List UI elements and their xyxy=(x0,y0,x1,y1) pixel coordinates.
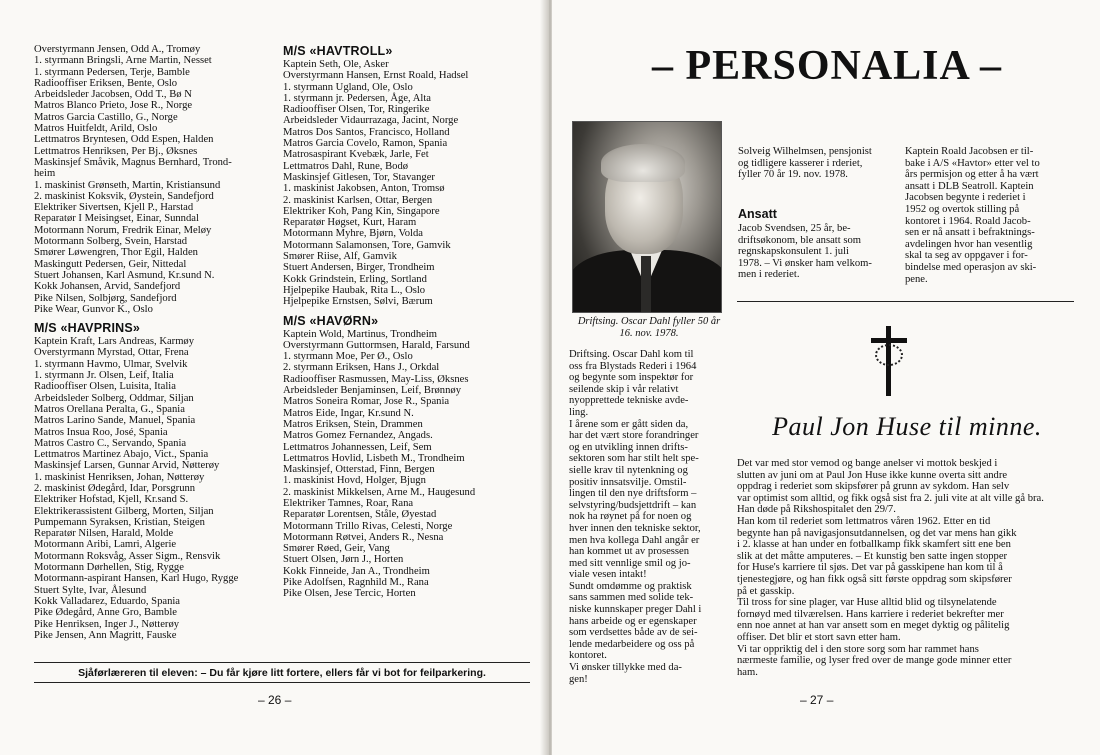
article-line: gen! xyxy=(569,673,588,685)
article-line: selvstyring/budsjettdrift – kan xyxy=(569,499,697,511)
article-line: sielle krav til nytenkning og xyxy=(569,464,688,476)
memorial-line: begynte han på navigasjonsutdannelsen, og det var mens han gikk xyxy=(737,527,1017,539)
crew-entry: Motormann Dørhellen, Stig, Rygge xyxy=(34,562,184,574)
crew-entry: Pike Wear, Gunvor K., Oslo xyxy=(34,303,153,315)
crew-entry: Matros Blanco Prieto, Jose R., Norge xyxy=(34,100,193,112)
crew-entry: Matros Soneira Romar, Jose R., Spania xyxy=(283,396,450,408)
crew-entry: Smører Røed, Geir, Vang xyxy=(283,543,390,555)
memorial-line: Det var med stor vemod og bange anelser vi mottok beskjed i xyxy=(737,458,998,469)
havprins-heading: M/S «HAVPRINS» xyxy=(34,321,141,336)
crew-entry: Radiooffiser Eriksen, Bente, Oslo xyxy=(34,77,178,89)
article-line: hver innen den tekniske sektor, xyxy=(569,522,701,534)
article-line: han kommet ut av prosessen xyxy=(569,546,690,558)
crew-entry: Elektriker Tamnes, Roar, Rana xyxy=(283,497,414,509)
crew-entry: Reparatør Høgset, Kurt, Haram xyxy=(283,217,417,229)
crew-entry: Elektriker Hofstad, Kjell, Kr.sand S. xyxy=(34,494,189,506)
memorial-line: ham. xyxy=(737,666,758,678)
crew-entry: Kokk Valladarez, Eduardo, Spania xyxy=(34,595,181,607)
article-line: hans arbeide og er egenskaper xyxy=(569,615,697,627)
crew-entry: Stuert Sylte, Ivar, Ålesund xyxy=(34,584,147,596)
crew-entry: 2. maskinist Koksvik, Øystein, Sandefjord xyxy=(34,190,214,202)
memorial-line: Han døde på Rikshospitalet den 29/7. xyxy=(737,504,896,516)
crew-entry: Stuert Olsen, Jørn J., Horten xyxy=(283,554,404,566)
article-line: Driftsing. Oscar Dahl kom til xyxy=(569,349,694,360)
memorial-line: nærmeste familie, og lyser fred over de mange gode minner etter xyxy=(737,655,1012,667)
article-line: fyller 70 år 19. nov. 1978. xyxy=(738,169,848,181)
article-line: Solveig Wilhelmsen, pensjonist xyxy=(738,146,872,157)
crew-entry: Elektriker Koh, Pang Kin, Singapore xyxy=(283,205,440,217)
crew-entry: 1. styrmann Pedersen, Terje, Bamble xyxy=(34,66,190,78)
memorial-line: på et gasskip. xyxy=(737,585,795,597)
crew-entry: 2. maskinist Ødegård, Idar, Porsgrunn xyxy=(34,482,196,494)
crew-entry: Motormann Solberg, Svein, Harstad xyxy=(34,236,188,248)
crew-entry: Arbeidsleder Solberg, Oddmar, Siljan xyxy=(34,392,194,404)
crew-entry: Stuert Johansen, Karl Asmund, Kr.sund N. xyxy=(34,269,215,281)
crew-entry: 2. maskinist Mikkelsen, Arne M., Haugesund xyxy=(283,486,476,498)
article-line: som verdsettes både av de sei- xyxy=(569,627,698,639)
article-line: Kaptein Roald Jacobsen er til- xyxy=(905,146,1034,157)
crew-entry: Maskinsjef Gitlesen, Tor, Stavanger xyxy=(283,171,435,183)
article-line: sen er nå ansatt i befraktnings- xyxy=(905,227,1035,239)
crew-entry: Radiooffiser Olsen, Luisita, Italia xyxy=(34,381,176,393)
left-column-a xyxy=(34,44,274,641)
footer-divider-top xyxy=(34,662,530,663)
memorial-line: oppdrag i rederiet som skipsfører på grunn av sykdom. Han selv xyxy=(737,481,1010,493)
crew-entry: 1. maskinist Grønseth, Martin, Kristiansund xyxy=(34,179,221,191)
memorial-line: Vi tar oppriktig del i den store sorg som har rammet hans xyxy=(737,643,979,655)
memorial-line: Han kom til rederiet som lettmatros våren 1962. Etter en tid xyxy=(737,515,991,527)
crew-entry: Matros Eriksen, Stein, Drammen xyxy=(283,418,423,430)
article-line: sans sammen med solide tek- xyxy=(569,592,694,604)
article-line: driftsøkonom, ble ansatt som xyxy=(738,234,861,246)
memorial-body xyxy=(737,458,1072,678)
article-line: men i rederiet. xyxy=(738,269,800,281)
crew-entry: 1. maskinist Henriksen, Johan, Nøtterøy xyxy=(34,471,205,483)
photo-caption: Driftsing. Oscar Dahl fyller 50 år 16. nov. 1978. xyxy=(577,316,721,339)
article-line: pene. xyxy=(905,273,928,285)
crew-entry: heim xyxy=(34,168,56,180)
crew-entry: Maskingutt Pedersen, Geir, Nittedal xyxy=(34,258,187,270)
crew-entry: 1. styrmann Bringsli, Arne Martin, Nesset xyxy=(34,55,212,67)
crew-entry: Matros Castro C., Servando, Spania xyxy=(34,437,187,449)
crew-entry: Kokk Grindstein, Erling, Sortland xyxy=(283,273,427,285)
crew-entry: Reparatør Nilsen, Harald, Molde xyxy=(34,528,174,540)
crew-entry: 1. styrmann Jr. Olsen, Leif, Italia xyxy=(34,370,174,382)
memorial-line: enn noe annet at han var ansett som en meget dyktig og pålitelig xyxy=(737,620,1010,632)
crew-entry: Pike Jensen, Ann Magritt, Fauske xyxy=(34,629,177,641)
crew-entry: Arbeidsleder Benjaminsen, Leif, Brønnøy xyxy=(283,385,461,397)
page-title: – PERSONALIA – xyxy=(651,43,1003,89)
crew-entry: Motormann Norum, Fredrik Einar, Meløy xyxy=(34,224,212,236)
crew-entry: 1. styrmann jr. Pedersen, Åge, Alta xyxy=(283,92,431,104)
ansatt-heading: Ansatt xyxy=(738,207,777,221)
crew-entry: Hjelpepike Haubak, Rita L., Oslo xyxy=(283,284,426,296)
crew-entry: Matros Larino Sande, Manuel, Spania xyxy=(34,415,196,427)
crew-entry: Pike Adolfsen, Ragnhild M., Rana xyxy=(283,577,429,589)
memorial-title: Paul Jon Huse til minne. xyxy=(772,412,1042,441)
page-number-left: – 26 – xyxy=(258,693,292,707)
crew-entry: Matros Huitfeldt, Arild, Oslo xyxy=(34,123,158,135)
crew-entry: Maskinsjef Småvik, Magnus Bernhard, Trond- xyxy=(34,156,232,168)
crew-entry: Radiooffiser Olsen, Tor, Ringerike xyxy=(283,104,430,116)
havprins-crew-list xyxy=(34,336,274,641)
crew-entry: Motormann-aspirant Hansen, Karl Hugo, Rygge xyxy=(34,573,239,585)
right-page xyxy=(552,0,1100,755)
article-line: kontoret. xyxy=(569,650,607,662)
article-line: I årene som er gått siden da, xyxy=(569,418,689,430)
havtroll-heading: M/S «HAVTROLL» xyxy=(283,44,393,58)
article-line: har det vært store forandringer xyxy=(569,430,699,442)
article-line: oss fra Blystads Rederi i 1964 xyxy=(569,360,697,372)
memorial-line: slutten av juni om at Paul Jon Huse ikke kunne overta sitt andre xyxy=(737,469,1008,481)
crew-entry: Matros Garcia Castillo, G., Norge xyxy=(34,111,178,123)
crew-entry: Lettmatros Henriksen, Per Bj., Øksnes xyxy=(34,145,198,157)
crew-entry: Hjelpepike Ernstsen, Sølvi, Bærum xyxy=(283,296,433,308)
article-line: niske kunnskaper preger Dahl i xyxy=(569,604,702,616)
crew-entry: Radiooffiser Rasmussen, May-Liss, Øksnes xyxy=(283,373,469,385)
article-line: sektoren som har stilt helt spe- xyxy=(569,453,699,465)
crew-entry: Reparatør I Meisingset, Einar, Sunndal xyxy=(34,213,199,225)
crew-entry: Lettmatros Dahl, Rune, Bodø xyxy=(283,160,409,172)
article-line: regnskapskonsulent 1. juli xyxy=(738,246,849,258)
section-divider xyxy=(737,301,1074,302)
ansatt-notice xyxy=(738,223,888,281)
article-line: års permisjon og etter å ha vært xyxy=(905,169,1039,181)
crew-entry: 1. styrmann Havmo, Ulmar, Svelvik xyxy=(34,358,188,370)
crew-entry: Motormann Myhre, Bjørn, Volda xyxy=(283,228,423,240)
crew-entry: Matrosaspirant Kvebæk, Jarle, Fet xyxy=(283,149,429,161)
crew-entry: Pike Nilsen, Solbjørg, Sandefjord xyxy=(34,292,177,304)
crew-entry: Motormann Røtvei, Anders R., Nesna xyxy=(283,531,444,543)
memorial-line: slik at det måtte amputeres. – Et kunstig ben satte ingen stopper xyxy=(737,550,1008,562)
article-line: seilende skip i vår relativt xyxy=(569,383,679,395)
crew-entry: Matros Eide, Ingar, Kr.sund N. xyxy=(283,407,414,419)
crew-entry: 1. styrmann Moe, Per Ø., Oslo xyxy=(283,351,413,363)
article-line: og begynte som inspektør for xyxy=(569,372,694,384)
memorial-line: fornøyd med tilværelsen. Hans karriere i rederiet bekrefter mer xyxy=(737,608,1004,620)
footer-divider-bottom xyxy=(34,682,530,683)
article-line: bake i A/S «Havtor» etter vel to xyxy=(905,157,1040,169)
crew-entry: Matros Gomez Fernandez, Angads. xyxy=(283,430,433,442)
crew-entry: Kaptein Seth, Ole, Asker xyxy=(283,59,389,70)
crew-entry: Kaptein Kraft, Lars Andreas, Karmøy xyxy=(34,336,195,348)
crew-entry: Stuert Andersen, Birger, Trondheim xyxy=(283,262,435,274)
memorial-cross-icon xyxy=(867,326,911,398)
crew-entry: Matros Insua Roo, José, Spania xyxy=(34,426,168,438)
article-line: lende medarbeidere og oss på xyxy=(569,638,695,650)
crew-entry: Overstyrmann Guttormsen, Harald, Farsund xyxy=(283,339,470,351)
article-line: 1978. – Vi ønsker ham velkom- xyxy=(738,257,872,269)
article-line: kontoret i 1964. Roald Jacob- xyxy=(905,215,1031,227)
crew-entry: Elektriker Sivertsen, Kjell P., Harstad xyxy=(34,202,194,214)
article-line: nyopprettede tekniske avde- xyxy=(569,395,689,407)
havorn-heading: M/S «HAVØRN» xyxy=(283,313,379,328)
article-line: og tidligere kasserer i rderiet, xyxy=(738,157,863,169)
crew-entry: Maskinsjef, Otterstad, Finn, Bergen xyxy=(283,464,435,476)
crew-entry: Kaptein Wold, Martinus, Trondheim xyxy=(283,328,438,340)
article-line: nok ha røynet på for noen og xyxy=(569,511,692,523)
portrait-photo xyxy=(572,121,722,313)
crew-entry: Kokk Johansen, Arvid, Sandefjord xyxy=(34,281,181,293)
crew-entry: Lettmatros Bryntesen, Odd Espen, Halden xyxy=(34,134,214,146)
crew-entry: Matros Orellana Peralta, G., Spania xyxy=(34,403,185,415)
crew-entry: Matros Garcia Covelo, Ramon, Spania xyxy=(283,138,448,150)
crew-entry: 1. styrmann Ugland, Ole, Oslo xyxy=(283,81,413,93)
memorial-line: tjenestegjøre, og han fikk også sitt første oppdrag som skipsfører xyxy=(737,573,1012,585)
crew-entry: 2. styrmann Eriksen, Hans J., Orkdal xyxy=(283,362,440,374)
left-column-b xyxy=(283,44,523,600)
article-line: skal ta seg av oppgaver i for- xyxy=(905,250,1028,262)
solveig-notice xyxy=(738,146,888,181)
article-line: lingen til den nye driftsform – xyxy=(569,488,697,500)
crew-entry: Pike Henriksen, Inger J., Nøtterøy xyxy=(34,618,180,630)
crew-entry: Overstyrmann Hansen, Ernst Roald, Hadsel xyxy=(283,70,469,82)
article-line: med sitt vennlige smil og jo- xyxy=(569,557,691,569)
memorial-line: var optimist som alltid, og fikk også sist fra 2. juli vite at alt ville gå bra. xyxy=(737,492,1044,504)
crew-entry: Maskinsjef Larsen, Gunnar Arvid, Nøtterøy xyxy=(34,460,220,472)
memorial-line: offiser. Det blir et stort savn etter ham. xyxy=(737,631,901,643)
crew-entry: Pike Olsen, Jese Tercic, Horten xyxy=(283,588,416,600)
article-line: Vi ønsker tillykke med da- xyxy=(569,662,682,674)
article-line: viale vesen intakt! xyxy=(569,569,647,581)
article-line: ansatt i DLB Seatroll. Kaptein xyxy=(905,180,1034,192)
driftsing-article xyxy=(569,349,729,685)
article-line: og en utvikling innen drifts- xyxy=(569,441,688,453)
crew-entry: 1. maskinist Hovd, Holger, Bjugn xyxy=(283,475,426,487)
article-line: bindelse med operasjon av ski- xyxy=(905,261,1037,273)
page-number-right: – 27 – xyxy=(800,693,834,707)
crew-entry: Kokk Finneide, Jan A., Trondheim xyxy=(283,565,430,577)
crew-entry: Motormann Salamonsen, Tore, Gamvik xyxy=(283,239,451,251)
crew-list-continued xyxy=(34,44,274,315)
crew-entry: Motormann Roksvåg, Asser Sigm., Rensvik xyxy=(34,550,221,562)
crew-entry: Lettmatros Hovlid, Lisbeth M., Trondheim xyxy=(283,452,465,464)
crew-entry: Overstyrmann Myrstad, Ottar, Frena xyxy=(34,347,189,359)
left-page xyxy=(0,0,548,755)
havorn-crew-list xyxy=(283,329,523,600)
kaptein-notice xyxy=(905,146,1065,285)
article-line: positiv innsatsvilje. Omstil- xyxy=(569,476,687,488)
memorial-line: Til tross for sine plager, var Huse alltid blid og tilsynelatende xyxy=(737,597,997,609)
crew-entry: Elektrikerassistent Gilberg, Morten, Siljan xyxy=(34,505,214,517)
crew-entry: Motormann Trillo Rivas, Celesti, Norge xyxy=(283,520,453,532)
article-line: Jacobsen begynte i rederiet i xyxy=(905,192,1026,204)
article-line: men hva kollega Dahl angår er xyxy=(569,534,700,546)
memorial-line: for Huse's karriere til sjøs. Det var på gasskipene han kom til å xyxy=(737,562,1003,574)
crew-entry: Motormann Aribi, Lamri, Algerie xyxy=(34,539,177,551)
crew-entry: Reparatør Lorentsen, Ståle, Øyestad xyxy=(283,509,437,521)
crew-entry: Lettmatros Johannessen, Leif, Sem xyxy=(283,441,432,453)
memorial-line: i 2. klasse at han under en fotballkamp fikk skamfert sitt ene ben xyxy=(737,539,1011,551)
crew-entry: Arbeidsleder Jacobsen, Odd T., Bø N xyxy=(34,89,192,101)
crew-entry: Overstyrmann Jensen, Odd A., Tromøy xyxy=(34,44,201,55)
crew-entry: Arbeidsleder Vidaurrazaga, Jacint, Norge xyxy=(283,115,459,127)
crew-entry: Pumpemann Syraksen, Kristian, Steigen xyxy=(34,516,205,528)
crew-entry: Lettmatros Martinez Abajo, Vict., Spania xyxy=(34,449,209,461)
article-line: Sundt omdømme og praktisk xyxy=(569,580,692,592)
crew-entry: 1. maskinist Jakobsen, Anton, Tromsø xyxy=(283,183,445,195)
crew-entry: Pike Ødegård, Anne Gro, Bamble xyxy=(34,607,177,619)
crew-entry: Smører Løwengren, Thor Egil, Halden xyxy=(34,247,198,259)
article-line: ling. xyxy=(569,406,589,418)
footer-joke: Sjåførlæreren til eleven: – Du får kjøre litt fortere, ellers får vi bot for feilparkering. xyxy=(78,667,486,679)
article-line: avdelingen hvor han vesentlig xyxy=(905,238,1033,250)
crew-entry: 2. maskinist Karlsen, Ottar, Bergen xyxy=(283,194,433,206)
article-line: Jacob Svendsen, 25 år, be- xyxy=(738,223,851,234)
crew-entry: Smører Riise, Alf, Gamvik xyxy=(283,251,397,263)
havtroll-crew-list xyxy=(283,59,523,308)
article-line: 1952 og overtok stilling på xyxy=(905,203,1020,215)
crew-entry: Matros Dos Santos, Francisco, Holland xyxy=(283,126,450,138)
